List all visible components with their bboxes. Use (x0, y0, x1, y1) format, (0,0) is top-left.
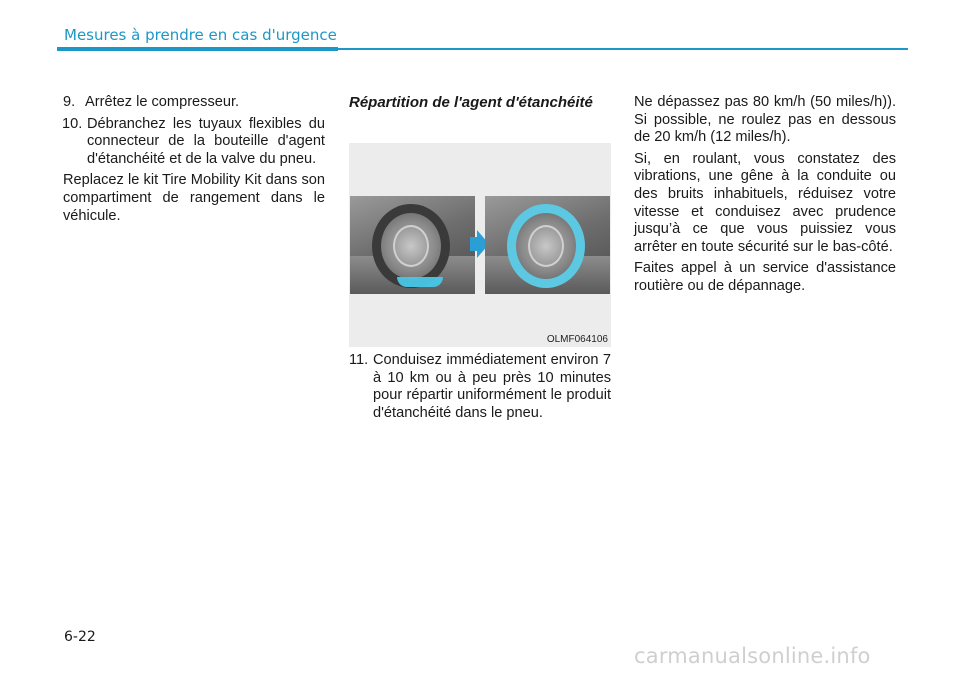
tire-after-image (485, 196, 610, 294)
right-column (634, 94, 896, 300)
assistance-paragraph: Faites appel à un service d'assistance routière ou de dépannage. (634, 260, 896, 294)
section-title: Mesures à prendre en cas d'urgence (64, 26, 337, 44)
rim-icon (393, 225, 429, 267)
middle-column-lower (349, 352, 611, 426)
header-rule-thin (338, 48, 908, 50)
middle-column (349, 94, 611, 111)
subheading: Répartition de l'agent d'étanchéité (349, 94, 593, 111)
stow-kit-paragraph: Replacez le kit Tire Mobility Kit dans son compartiment de rangement dans le véhicule. (63, 172, 325, 224)
tire-icon (372, 204, 450, 288)
step-11 (349, 352, 611, 422)
sealant-distribution-figure (349, 143, 611, 347)
rim-icon (528, 225, 564, 267)
left-column (63, 94, 325, 229)
tire-before-image (350, 196, 475, 294)
step-10 (63, 116, 325, 169)
vibration-paragraph: Si, en roulant, vous constatez des vibrations, une gêne à la conduite ou des bruits inhabituels, réduisez votre vitesse et conduisez avec prudence jusqu’à ce que vous puissiez vous arrêter en toute sécurité sur le bas-côté. (634, 150, 896, 255)
step-number: 10. (62, 115, 83, 132)
tire-coated-icon (507, 204, 585, 288)
step-9 (63, 94, 325, 112)
sealant-pool-icon (397, 277, 443, 287)
step-text: Arrêtez le compresseur. (85, 94, 240, 110)
step-text: Conduisez immédiatement environ 7 à 10 km ou à peu près 10 minutes pour répartir uniformément le produit d'étanchéité dans le pneu. (373, 352, 611, 421)
watermark: carmanualsonline.info (634, 644, 871, 668)
speed-paragraph: Ne dépassez pas 80 km/h (50 miles/h)). Si possible, ne roulez pas en dessous de 20 km/h (12 miles/h). (634, 94, 896, 146)
figure-caption: OLMF064106 (546, 334, 608, 345)
header-rule-thick (57, 47, 338, 51)
step-number: 9. (63, 94, 76, 110)
step-number: 11. (349, 352, 369, 368)
step-text: Débranchez les tuyaux flexibles du connecteur de la bouteille d'agent d'étanchéité et de la valve du pneu. (87, 115, 325, 167)
page-number: 6-22 (64, 629, 96, 645)
